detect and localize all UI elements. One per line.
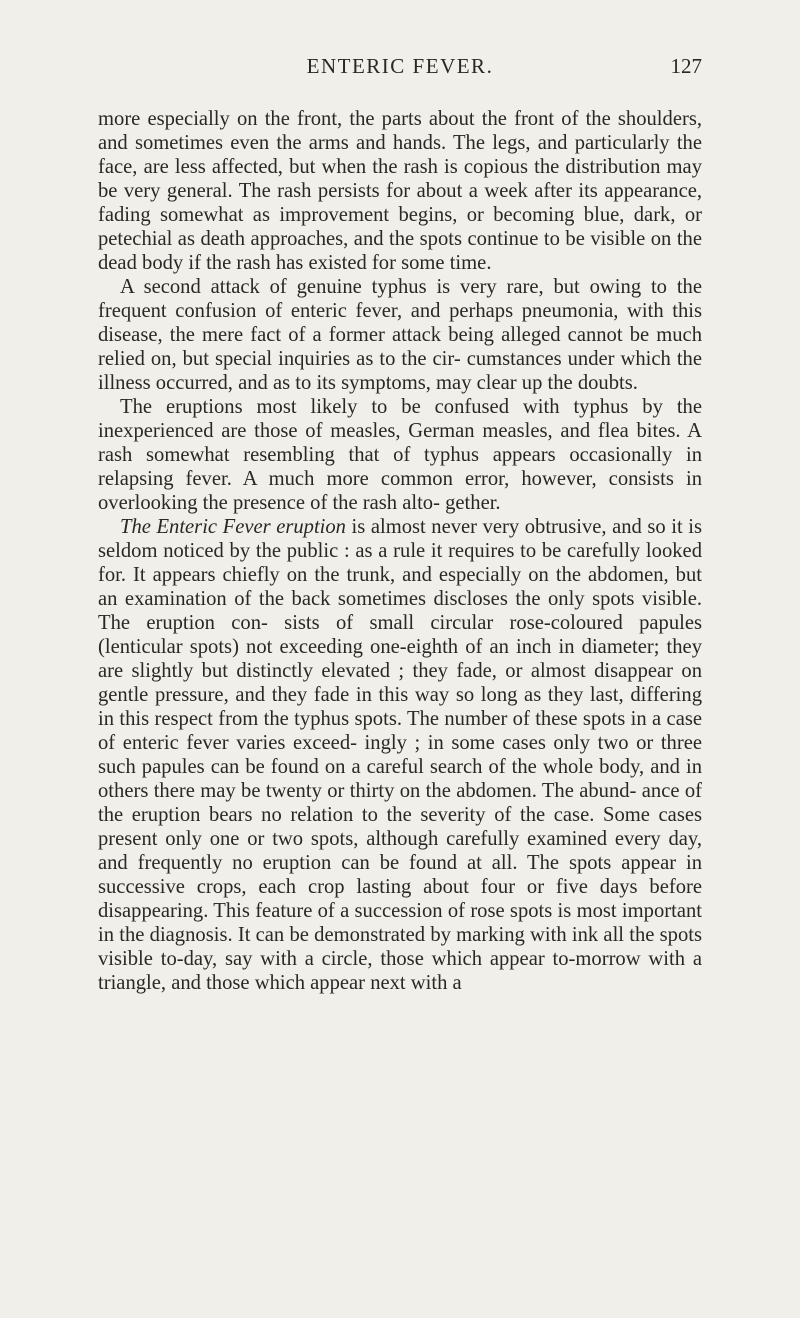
- paragraph-text: is almost never very obtrusive, and so it is seldom noticed by the public : as a rule it requires to be carefully looked for. It appears chiefly on the trunk, and especially on the abdomen, but an examination of the back sometimes discloses the only spots visible. The eruption con- sists of small circular rose-coloured papules (lenticular spots) not exceeding one-eighth of an inch in diameter; they are slightly but distinctly elevated ; they fade, or almost disappear on gentle pressure, and they fade in this way so long as they last, differing in this respect from the typhus spots. The number of these spots in a case of enteric fever varies exceed- ingly ; in some cases only two or three such papules can be found on a careful search of the whole body, and in others there may be twenty or thirty on the abdomen. The abund- ance of the eruption bears no relation to the severity of the case. Some cases present only one or two spots, although carefully examined every day, and frequently no eruption can be found at all. The spots appear in successive crops, each crop lasting about four or five days before disappearing. This feature of a succession of rose spots is most important in the diagnosis. It can be demonstrated by marking with ink all the spots visible to-day, say with a circle, those which appear to-morrow with a triangle, and those which appear next with a: [98, 516, 702, 994]
- paragraph-second-attack: [98, 275, 702, 395]
- paragraph-text: more especially on the front, the parts about the front of the shoulders, and sometimes even the arms and hands. The legs, and particularly the face, are less affected, but when the rash is copious the distribution may be very general. The rash persists for about a week after its appearance, fading somewhat as improvement begins, or becoming blue, dark, or petechial as death approaches, and the spots continue to be visible on the dead body if the rash has existed for some time.: [98, 108, 702, 274]
- paragraph-rash-distribution: [98, 107, 702, 275]
- page-header: [98, 52, 702, 82]
- paragraph-enteric-eruption: [98, 515, 702, 995]
- italic-lead-phrase: The Enteric Fever eruption: [120, 516, 346, 538]
- paragraph-text: The eruptions most likely to be confused with typhus by the inexperienced are those of measles, German measles, and flea bites. A rash somewhat resembling that of typhus appears occasionally in relapsing fever. A much more common error, however, consists in overlooking the presence of the rash alto- gether.: [98, 396, 702, 514]
- paragraph-text: A second attack of genuine typhus is very rare, but owing to the frequent confusion of enteric fever, and perhaps pneumonia, with this disease, the mere fact of a former attack being alleged cannot be much relied on, but special inquiries as to the cir- cumstances under which the illness occurred, and as to its symptoms, may clear up the doubts.: [98, 276, 702, 394]
- body-text: [98, 107, 702, 995]
- running-head: ENTERIC FEVER.: [306, 54, 494, 78]
- paragraph-confused-eruptions: [98, 395, 702, 515]
- page-number: 127: [670, 54, 702, 78]
